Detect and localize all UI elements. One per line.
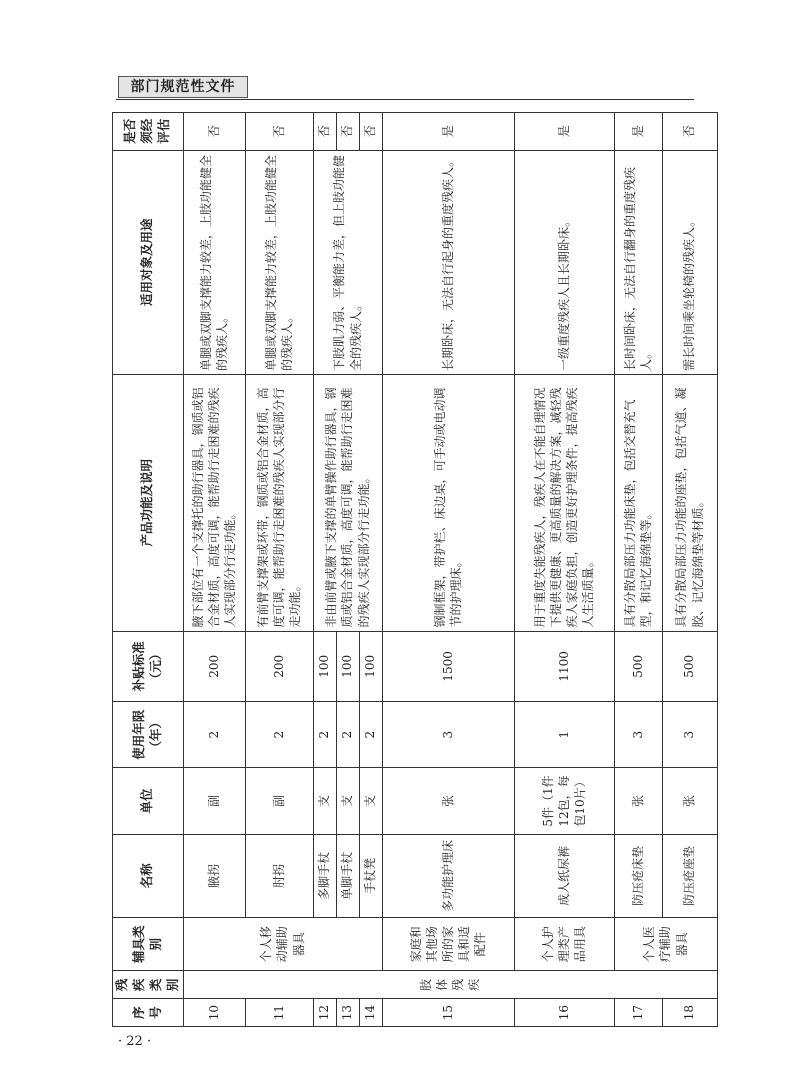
cell-no: 17 [614, 999, 662, 1027]
cell-name: 多脚手杖 [313, 834, 336, 917]
cell-years: 3 [614, 702, 662, 768]
cell-years: 2 [183, 702, 245, 768]
cell-name: 防压疮座垫 [662, 834, 717, 917]
table-row [183, 113, 245, 1027]
cell-assess: 否 [183, 113, 245, 151]
cell-assess: 否 [662, 113, 717, 151]
cell-no: 15 [382, 999, 514, 1027]
cell-name: 多功能护理床 [382, 834, 514, 917]
cell-no: 13 [336, 999, 359, 1027]
assistive-device-table [112, 112, 718, 1027]
cell-unit: 5件（1件12包，每包10片） [514, 768, 614, 834]
cell-name: 肘拐 [245, 834, 313, 917]
cell-years: 3 [662, 702, 717, 768]
cell-desc: 钢制框架，带护栏、床边桌，可手动或电动调节的护理床。 [382, 375, 514, 632]
page-number: · 22 · [118, 1034, 152, 1049]
cell-subsidy: 500 [614, 631, 662, 702]
table-row [662, 113, 717, 1027]
cell-category: 个人医疗辅助器具 [614, 918, 717, 971]
cell-desc: 用于重度失能残疾人，残疾人在不能自理情况下提供更健康、更高质量的解决方案，减轻残疾人家庭负担，创造更好护理条件，提高残疾人生活质量。 [514, 375, 614, 632]
col-header-name: 名称 [113, 834, 184, 917]
table-row [614, 113, 662, 1027]
header-rule [116, 99, 694, 100]
cell-name: 腋拐 [183, 834, 245, 917]
cell-no: 11 [245, 999, 313, 1027]
cell-category: 个人护理类产品用具 [514, 918, 614, 971]
cell-subsidy: 1500 [382, 631, 514, 702]
col-header-no: 序号 [113, 999, 184, 1027]
table-row [313, 113, 336, 1027]
cell-name: 手杖凳 [359, 834, 382, 917]
cell-category: 家庭和其他场所的家具和适配件 [382, 918, 514, 971]
cell-no: 14 [359, 999, 382, 1027]
col-header-unit: 单位 [113, 768, 184, 834]
col-header-category: 辅具类别 [113, 918, 184, 971]
col-header-target: 适用对象及用途 [113, 150, 184, 374]
cell-assess: 否 [313, 113, 336, 151]
cell-target: 单腿或双脚支撑能力较差，上肢功能健全的残疾人。 [183, 150, 245, 374]
table-header-row [113, 113, 184, 1027]
cell-category: 个人移动辅助器具 [183, 918, 382, 971]
cell-assess: 是 [382, 113, 514, 151]
cell-years: 1 [514, 702, 614, 768]
cell-unit: 副 [183, 768, 245, 834]
table-row [245, 113, 313, 1027]
cell-desc: 具有分散局部压力功能的座垫，包括气道、凝胶、记忆海绵垫等材质。 [662, 375, 717, 632]
cell-years: 2 [245, 702, 313, 768]
cell-target: 长时间卧床，无法自行翻身的重度残疾人。 [614, 150, 662, 374]
cell-unit: 副 [245, 768, 313, 834]
cell-years: 2 [313, 702, 336, 768]
col-header-desc: 产品功能及说明 [113, 375, 184, 632]
cell-subsidy: 500 [662, 631, 717, 702]
cell-unit: 张 [662, 768, 717, 834]
cell-desc: 腋下部位有一个支撑托的助行器具，钢质或铝合金材质，高度可调，能帮助行走困难的残疾人实现部分行走功能。 [183, 375, 245, 632]
col-header-assess: 是否须经评估 [113, 113, 184, 151]
cell-subsidy: 200 [183, 631, 245, 702]
col-header-subsidy: 补贴标准（元） [113, 631, 184, 702]
cell-assess: 否 [359, 113, 382, 151]
cell-subsidy: 100 [359, 631, 382, 702]
cell-target: 一级重度残疾人且长期卧床。 [514, 150, 614, 374]
cell-subsidy: 1100 [514, 631, 614, 702]
cell-unit: 张 [382, 768, 514, 834]
cell-unit: 支 [313, 768, 336, 834]
cell-target: 长期卧床，无法自行起身的重度残疾人。 [382, 150, 514, 374]
cell-unit: 支 [359, 768, 382, 834]
cell-unit: 支 [336, 768, 359, 834]
table-row [382, 113, 514, 1027]
cell-subsidy: 100 [313, 631, 336, 702]
table-row [514, 113, 614, 1027]
cell-assess: 否 [245, 113, 313, 151]
section-header-label: 部门规范性文件 [118, 76, 248, 98]
cell-subsidy: 200 [245, 631, 313, 702]
cell-years: 3 [382, 702, 514, 768]
cell-name: 防压疮床垫 [614, 834, 662, 917]
cell-unit: 张 [614, 768, 662, 834]
cell-subsidy: 100 [336, 631, 359, 702]
cell-name: 成人纸尿裤 [514, 834, 614, 917]
cell-disability: 肢体残疾 [183, 971, 717, 999]
cell-target: 下肢肌力弱、平衡能力差，但上肢功能健全的残疾人。 [313, 150, 382, 374]
cell-name: 单脚手杖 [336, 834, 359, 917]
cell-no: 12 [313, 999, 336, 1027]
cell-assess: 是 [514, 113, 614, 151]
col-header-years: 使用年限（年） [113, 702, 184, 768]
cell-desc: 非由前臂或腋下支撑的单臂操作助行器具，钢质或铝合金材质，高度可调，能帮助行走困难的残疾人实现部分行走功能。 [313, 375, 382, 632]
cell-years: 2 [336, 702, 359, 768]
cell-desc: 有前臂支撑架或环带，钢质或铝合金材质，高度可调，能帮助行走困难的残疾人实现部分行走功能。 [245, 375, 313, 632]
cell-desc: 具有分散局部压力功能床垫，包括交替充气型，和记忆海绵垫等。 [614, 375, 662, 632]
col-header-disability: 残疾类别 [113, 971, 184, 999]
cell-target: 单腿或双脚支撑能力较差，上肢功能健全的残疾人。 [245, 150, 313, 374]
cell-target: 需长时间乘坐轮椅的残疾人。 [662, 150, 717, 374]
cell-years: 2 [359, 702, 382, 768]
cell-no: 16 [514, 999, 614, 1027]
cell-no: 10 [183, 999, 245, 1027]
cell-assess: 否 [336, 113, 359, 151]
rotated-table-wrapper [112, 112, 705, 1027]
cell-assess: 是 [614, 113, 662, 151]
cell-no: 18 [662, 999, 717, 1027]
